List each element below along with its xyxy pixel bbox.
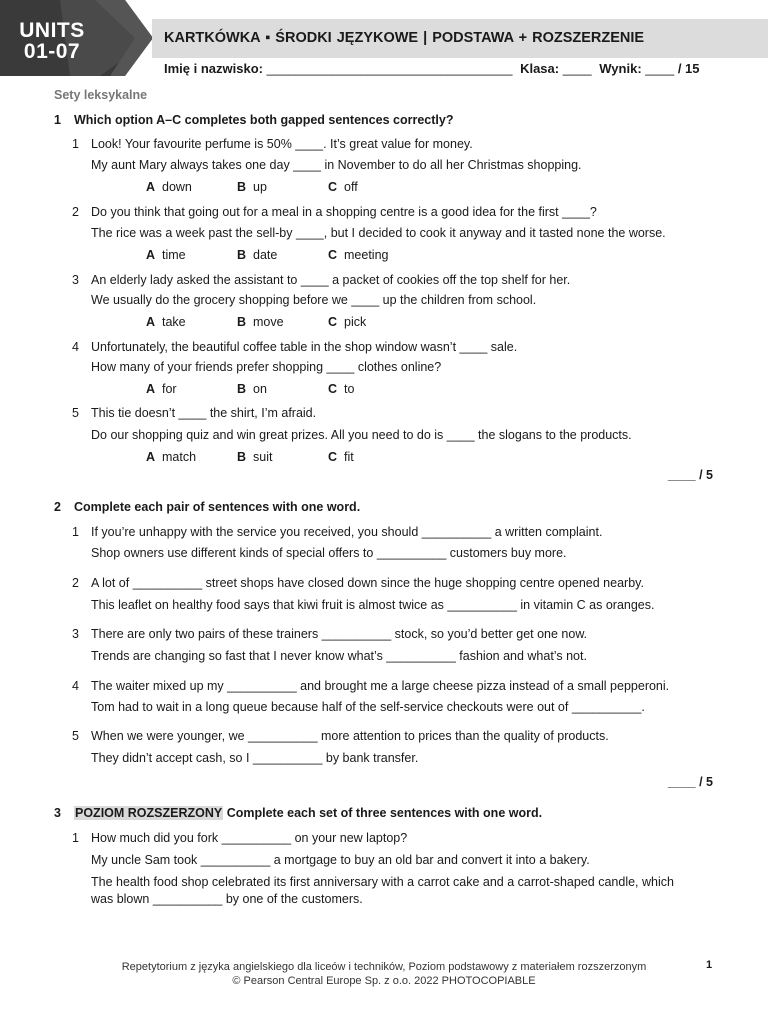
task-1-heading [54, 113, 453, 127]
task-1-score[interactable]: ____ / 5 [667, 468, 713, 482]
task-instruction: Which option A–C completes both gapped sentences correctly? [74, 113, 454, 127]
item-number: 4 [72, 679, 79, 693]
option-c[interactable]: C fit [328, 450, 354, 464]
sentence-1: How much did you fork __________ on your new laptop? [91, 831, 408, 845]
sentence-3-continued: was blown __________ by one of the customers. [91, 892, 363, 906]
sentence-2: The rice was a week past the sell-by ____, but I decided to cook it anyway and it tasted none the worse. [91, 226, 666, 240]
result-field[interactable]: ____ [645, 61, 675, 76]
class-field[interactable]: ____ [562, 61, 592, 76]
task-number: 1 [54, 113, 61, 127]
sentence-2: This leaflet on healthy food says that kiwi fruit is almost twice as __________ in vitamin C as oranges. [91, 598, 655, 612]
option-b[interactable]: B move [237, 315, 284, 329]
class-label: Klasa: [520, 61, 560, 76]
option-b[interactable]: B up [237, 180, 267, 194]
section-label: Sety leksykalne [54, 88, 148, 102]
option-a[interactable]: A match [146, 450, 197, 464]
sentence-1: Look! Your favourite perfume is 50% ____. It’s great value for money. [91, 137, 473, 151]
units-badge [0, 0, 153, 76]
sentence-2: They didn’t accept cash, so I __________ by bank transfer. [91, 751, 419, 765]
sentence-1: A lot of __________ street shops have closed down since the huge shopping centre opened nearby. [91, 576, 644, 590]
sentence-2: My aunt Mary always takes one day ____ in November to do all her Christmas shopping. [91, 158, 582, 172]
sentence-1: Unfortunately, the beautiful coffee table in the shop window wasn’t ____ sale. [91, 340, 518, 354]
option-c[interactable]: C off [328, 180, 358, 194]
option-b[interactable]: B date [237, 248, 278, 262]
badge-units: UNITS [19, 19, 85, 42]
sentence-3: The health food shop celebrated its first anniversary with a carrot cake and a carrot-shaped candle, which [91, 875, 674, 889]
result-label: Wynik: [599, 61, 642, 76]
name-label: Imię i nazwisko: [164, 61, 263, 76]
item-number: 2 [72, 576, 79, 590]
item-number: 1 [72, 525, 79, 539]
option-a[interactable]: A take [146, 315, 186, 329]
sentence-1: Do you think that going out for a meal in a shopping centre is a good idea for the first ____? [91, 205, 597, 219]
sentence-2: Trends are changing so fast that I never know what’s __________ fashion and what’s not. [91, 649, 587, 663]
level-highlight: POZIOM ROZSZERZONY [75, 806, 223, 820]
option-c[interactable]: C pick [328, 315, 367, 329]
sentence-1: This tie doesn’t ____ the shirt, I’m afraid. [91, 406, 317, 420]
result-total: / 15 [677, 61, 700, 76]
task-2-score[interactable]: ____ / 5 [667, 775, 713, 789]
option-a[interactable]: A time [146, 248, 186, 262]
option-b[interactable]: B on [237, 382, 267, 396]
name-field[interactable]: __________________________________ [266, 61, 513, 76]
item-number: 1 [72, 137, 79, 151]
sentence-2: How many of your friends prefer shopping ____ clothes online? [91, 360, 442, 374]
task-3-heading [54, 806, 542, 820]
sentence-1: The waiter mixed up my __________ and brought me a large cheese pizza instead of a small pepperoni. [91, 679, 670, 693]
item-number: 5 [72, 729, 79, 743]
option-c[interactable]: C meeting [328, 248, 389, 262]
sentence-1: If you’re unhappy with the service you received, you should __________ a written complaint. [91, 525, 603, 539]
sentence-2: Tom had to wait in a long queue because half of the self-service checkouts were out of __________. [91, 700, 645, 714]
sentence-1: An elderly lady asked the assistant to ____ a packet of cookies off the top shelf for her. [91, 273, 571, 287]
page-title: KARTKÓWKA ▪ ŚRODKI JĘZYKOWE | PODSTAWA + ROZSZERZENIE [164, 30, 645, 46]
item-number: 3 [72, 627, 79, 641]
sentence-2: We usually do the grocery shopping before we ____ up the children from school. [91, 293, 537, 307]
task-instruction: Complete each set of three sentences with one word. [226, 806, 543, 820]
badge-range: 01-07 [23, 40, 81, 63]
task-number: 2 [54, 500, 61, 514]
sentence-2: My uncle Sam took __________ a mortgage to buy an old bar and convert it into a bakery. [91, 853, 590, 867]
option-c[interactable]: C to [328, 382, 355, 396]
sentence-2: Do our shopping quiz and win great prizes. All you need to do is ____ the slogans to the products. [91, 428, 632, 442]
task-number: 3 [54, 806, 61, 820]
task-2-heading [54, 500, 360, 514]
sentence-1: There are only two pairs of these trainers __________ stock, so you’d better get one now. [91, 627, 588, 641]
page-number: 1 [706, 959, 713, 971]
sentence-1: When we were younger, we __________ more attention to prices than the quality of products. [91, 729, 609, 743]
option-a[interactable]: A for [146, 382, 177, 396]
item-number: 5 [72, 406, 79, 420]
sentence-2: Shop owners use different kinds of special offers to __________ customers buy more. [91, 546, 567, 560]
footer-publication: Repetytorium z języka angielskiego dla liceów i techników, Poziom podstawowy z materiałem rozszerzonym [121, 961, 647, 973]
item-number: 4 [72, 340, 79, 354]
option-b[interactable]: B suit [237, 450, 273, 464]
item-number: 3 [72, 273, 79, 287]
item-number: 2 [72, 205, 79, 219]
item-number: 1 [72, 831, 79, 845]
footer-copyright: © Pearson Central Europe Sp. z o.o. 2022 PHOTOCOPIABLE [232, 975, 536, 987]
student-info-line [164, 61, 700, 76]
task-instruction: Complete each pair of sentences with one word. [74, 500, 361, 514]
option-a[interactable]: A down [146, 180, 192, 194]
